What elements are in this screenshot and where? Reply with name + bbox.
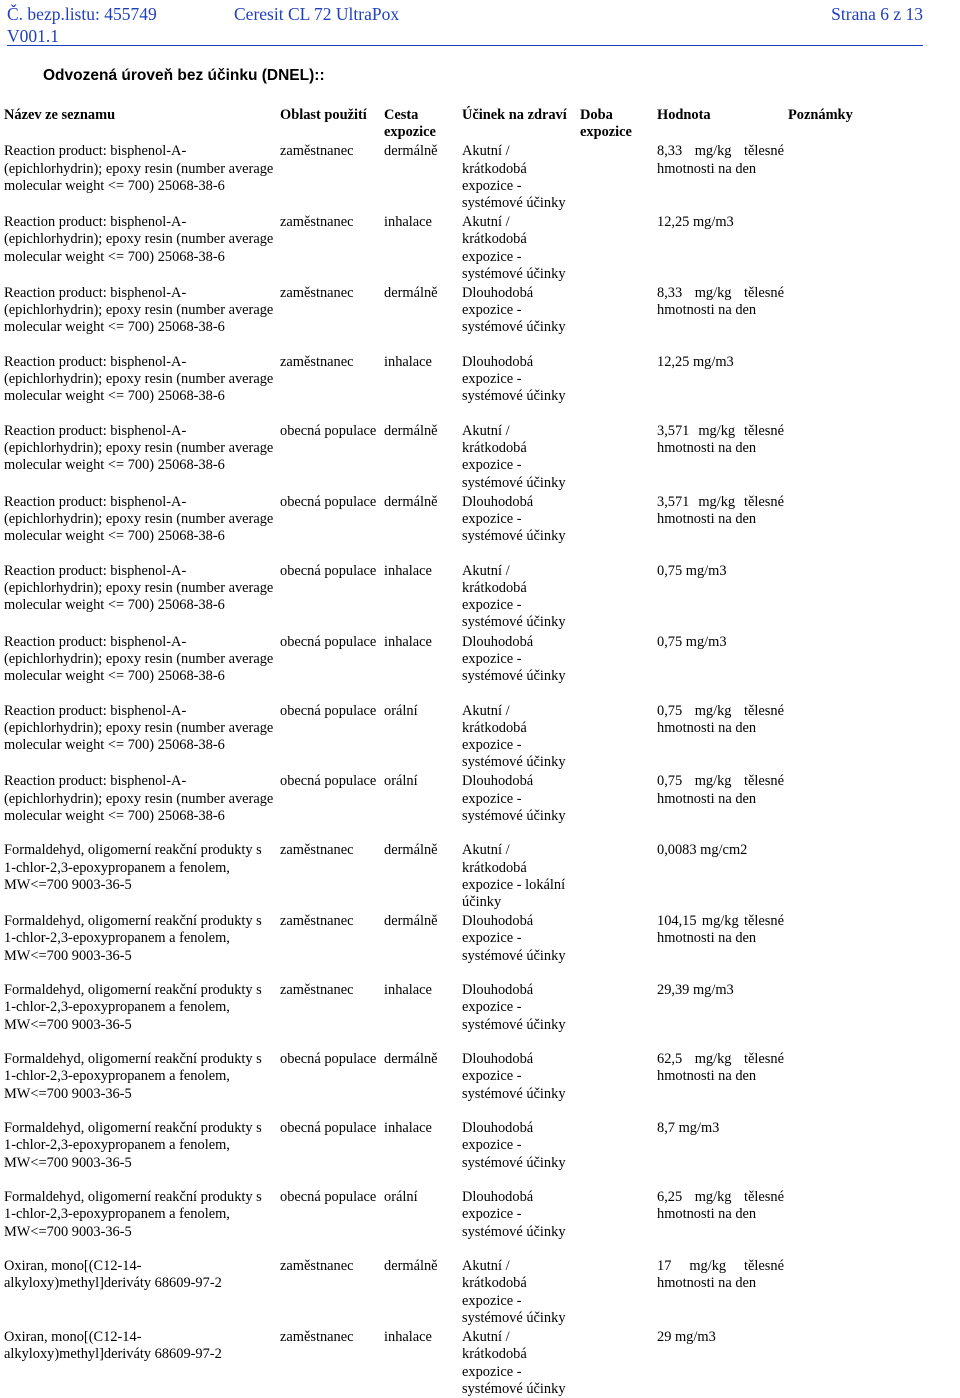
substance-name-cell: Reaction product: bisphenol-A-(epichlorhydrin); epoxy resin (number average molecular weight <= 700) 25068-38-6 xyxy=(4,423,274,474)
exposure-duration-cell xyxy=(576,701,653,772)
notes-cell xyxy=(784,980,958,1049)
notes-cell xyxy=(784,352,958,421)
table-row xyxy=(0,980,958,1049)
use-area-cell: zaměstnanec xyxy=(280,1329,354,1346)
exposure-route-cell: dermálně xyxy=(384,913,438,930)
exposure-duration-cell xyxy=(576,632,653,701)
health-effect-cell: Akutní / krátkodobá expozice - systémové účinky xyxy=(462,1329,566,1397)
version: V001.1 xyxy=(7,26,60,46)
use-area-cell: obecná populace xyxy=(280,1189,377,1206)
substance-name-cell: Oxiran, mono[(C12-14-alkyloxy)methyl]deriváty 68609-97-2 xyxy=(4,1329,222,1363)
exposure-duration-cell xyxy=(576,1049,653,1118)
exposure-duration-cell xyxy=(576,561,653,632)
notes-cell xyxy=(784,141,958,212)
dnel-value-cell: 0,75 mg/m3 xyxy=(657,633,727,650)
substance-name-cell: Formaldehyd, oligomerní reakční produkty s 1-chlor-2,3-epoxypropanem a fenolem, MW<=700 9003-36-5 xyxy=(4,1189,262,1240)
health-effect-cell: Akutní / krátkodobá expozice - systémové účinky xyxy=(462,702,566,771)
col-header-duration: Doba expozice xyxy=(580,107,632,141)
table-row xyxy=(0,632,958,701)
substance-name-cell: Reaction product: bisphenol-A-(epichlorhydrin); epoxy resin (number average molecular weight <= 700) 25068-38-6 xyxy=(4,354,274,405)
use-area-cell: zaměstnanec xyxy=(280,913,354,930)
page-header xyxy=(7,3,923,47)
exposure-duration-cell xyxy=(576,1327,653,1398)
exposure-duration-cell xyxy=(576,1187,653,1256)
page-number: Strana 6 z 13 xyxy=(831,4,923,24)
section-title: Odvozená úroveň bez účinku (DNEL):: xyxy=(43,67,325,84)
exposure-route-cell: orální xyxy=(384,773,418,790)
substance-name-cell: Formaldehyd, oligomerní reakční produkty s 1-chlor-2,3-epoxypropanem a fenolem, MW<=700 9003-36-5 xyxy=(4,1120,262,1171)
exposure-route-cell: inhalace xyxy=(384,214,432,231)
product-name: Ceresit CL 72 UltraPox xyxy=(234,4,400,24)
dnel-value-cell: 0,75 mg/kg tělesné hmotnosti na den xyxy=(657,702,784,736)
table-row xyxy=(0,1049,958,1118)
exposure-route-cell: dermálně xyxy=(384,143,438,160)
header-rule xyxy=(7,45,923,46)
use-area-cell: obecná populace xyxy=(280,773,377,790)
use-area-cell: obecná populace xyxy=(280,423,377,440)
substance-name-cell: Reaction product: bisphenol-A-(epichlorhydrin); epoxy resin (number average molecular weight <= 700) 25068-38-6 xyxy=(4,493,274,545)
dnel-value-cell: 29 mg/m3 xyxy=(657,1329,716,1346)
dnel-value-cell: 17 mg/kg tělesné hmotnosti na den xyxy=(657,1258,784,1292)
health-effect-cell: Akutní / krátkodobá expozice - systémové účinky xyxy=(462,143,566,212)
substance-name-cell: Formaldehyd, oligomerní reakční produkty s 1-chlor-2,3-epoxypropanem a fenolem, MW<=700 9003-36-5 xyxy=(4,913,262,964)
use-area-cell: zaměstnanec xyxy=(280,214,354,231)
table-row xyxy=(0,1327,958,1398)
notes-cell xyxy=(784,1118,958,1187)
notes-cell xyxy=(784,492,958,561)
exposure-duration-cell xyxy=(576,283,653,352)
use-area-cell: obecná populace xyxy=(280,562,377,579)
use-area-cell: zaměstnanec xyxy=(280,354,354,371)
table-row xyxy=(0,701,958,772)
dnel-value-cell: 62,5 mg/kg tělesné hmotnosti na den xyxy=(657,1051,784,1085)
exposure-duration-cell xyxy=(576,1256,653,1327)
health-effect-cell: Dlouhodobá expozice - systémové účinky xyxy=(462,773,566,824)
health-effect-cell: Dlouhodobá expozice - systémové účinky xyxy=(462,493,566,545)
table-row xyxy=(0,561,958,632)
table-row xyxy=(0,352,958,421)
dnel-value-cell: 8,33 mg/kg tělesné hmotnosti na den xyxy=(657,143,784,177)
doc-number: Č. bezp.listu: 455749 xyxy=(7,4,157,24)
col-header-effect: Účinek na zdraví xyxy=(462,107,567,123)
dnel-table xyxy=(0,105,958,1398)
health-effect-cell: Dlouhodobá expozice - systémové účinky xyxy=(462,285,566,336)
col-header-value: Hodnota xyxy=(657,107,711,123)
use-area-cell: obecná populace xyxy=(280,702,377,719)
exposure-route-cell: inhalace xyxy=(384,1329,432,1346)
health-effect-cell: Akutní / krátkodobá expozice - systémové účinky xyxy=(462,562,566,631)
table-row xyxy=(0,283,958,352)
use-area-cell: obecná populace xyxy=(280,1120,377,1137)
substance-name-cell: Oxiran, mono[(C12-14-alkyloxy)methyl]deriváty 68609-97-2 xyxy=(4,1258,222,1292)
table-row xyxy=(0,1118,958,1187)
table-row xyxy=(0,911,958,980)
dnel-value-cell: 6,25 mg/kg tělesné hmotnosti na den xyxy=(657,1189,784,1223)
notes-cell xyxy=(784,632,958,701)
substance-name-cell: Reaction product: bisphenol-A-(epichlorhydrin); epoxy resin (number average molecular weight <= 700) 25068-38-6 xyxy=(4,285,274,336)
table-body xyxy=(0,141,958,1398)
exposure-route-cell: inhalace xyxy=(384,1120,432,1137)
exposure-route-cell: dermálně xyxy=(384,423,438,440)
exposure-route-cell: dermálně xyxy=(384,842,438,859)
table-row xyxy=(0,1187,958,1256)
health-effect-cell: Akutní / krátkodobá expozice - systémové účinky xyxy=(462,1258,566,1326)
col-header-area: Oblast použití xyxy=(280,107,367,123)
exposure-route-cell: dermálně xyxy=(384,493,438,510)
dnel-value-cell: 0,75 mg/m3 xyxy=(657,562,727,579)
notes-cell xyxy=(784,701,958,772)
dnel-value-cell: 104,15 mg/kg tělesné hmotnosti na den xyxy=(657,913,784,947)
notes-cell xyxy=(784,840,958,911)
exposure-route-cell: orální xyxy=(384,702,418,719)
substance-name-cell: Reaction product: bisphenol-A-(epichlorhydrin); epoxy resin (number average molecular weight <= 700) 25068-38-6 xyxy=(4,773,274,824)
exposure-route-cell: dermálně xyxy=(384,285,438,302)
health-effect-cell: Dlouhodobá expozice - systémové účinky xyxy=(462,354,566,405)
dnel-value-cell: 8,7 mg/m3 xyxy=(657,1120,720,1137)
dnel-value-cell: 3,571 mg/kg tělesné hmotnosti na den xyxy=(657,423,784,457)
exposure-duration-cell xyxy=(576,980,653,1049)
table-row xyxy=(0,212,958,283)
notes-cell xyxy=(784,212,958,283)
table-row xyxy=(0,771,958,840)
health-effect-cell: Dlouhodobá expozice - systémové účinky xyxy=(462,1189,566,1240)
dnel-value-cell: 12,25 mg/m3 xyxy=(657,354,734,371)
col-header-route: Cesta expozice xyxy=(384,107,436,141)
dnel-value-cell: 0,0083 mg/cm2 xyxy=(657,842,748,859)
use-area-cell: obecná populace xyxy=(280,633,377,650)
notes-cell xyxy=(784,561,958,632)
table-row xyxy=(0,492,958,561)
exposure-duration-cell xyxy=(576,212,653,283)
dnel-value-cell: 3,571 mg/kg tělesné hmotnosti na den xyxy=(657,493,784,528)
notes-cell xyxy=(784,1049,958,1118)
substance-name-cell: Reaction product: bisphenol-A-(epichlorhydrin); epoxy resin (number average molecular weight <= 700) 25068-38-6 xyxy=(4,633,274,685)
exposure-duration-cell xyxy=(576,771,653,840)
dnel-value-cell: 8,33 mg/kg tělesné hmotnosti na den xyxy=(657,285,784,319)
exposure-route-cell: inhalace xyxy=(384,633,432,650)
table-row xyxy=(0,840,958,911)
health-effect-cell: Dlouhodobá expozice - systémové účinky xyxy=(462,913,566,964)
use-area-cell: obecná populace xyxy=(280,1051,377,1068)
table-row xyxy=(0,141,958,212)
health-effect-cell: Dlouhodobá expozice - systémové účinky xyxy=(462,633,566,685)
notes-cell xyxy=(784,1256,958,1327)
exposure-route-cell: inhalace xyxy=(384,354,432,371)
notes-cell xyxy=(784,1187,958,1256)
substance-name-cell: Formaldehyd, oligomerní reakční produkty s 1-chlor-2,3-epoxypropanem a fenolem, MW<=700 9003-36-5 xyxy=(4,842,262,893)
notes-cell xyxy=(784,1327,958,1398)
exposure-duration-cell xyxy=(576,141,653,212)
exposure-route-cell: dermálně xyxy=(384,1258,438,1275)
table-header-row xyxy=(0,105,958,141)
exposure-route-cell: inhalace xyxy=(384,982,432,999)
health-effect-cell: Akutní / krátkodobá expozice - systémové účinky xyxy=(462,423,566,491)
dnel-value-cell: 29,39 mg/m3 xyxy=(657,982,734,999)
substance-name-cell: Formaldehyd, oligomerní reakční produkty s 1-chlor-2,3-epoxypropanem a fenolem, MW<=700 9003-36-5 xyxy=(4,982,262,1033)
substance-name-cell: Reaction product: bisphenol-A-(epichlorhydrin); epoxy resin (number average molecular weight <= 700) 25068-38-6 xyxy=(4,214,274,265)
health-effect-cell: Dlouhodobá expozice - systémové účinky xyxy=(462,1120,566,1171)
notes-cell xyxy=(784,421,958,492)
exposure-route-cell: orální xyxy=(384,1189,418,1206)
exposure-duration-cell xyxy=(576,840,653,911)
notes-cell xyxy=(784,911,958,980)
substance-name-cell: Reaction product: bisphenol-A-(epichlorhydrin); epoxy resin (number average molecular weight <= 700) 25068-38-6 xyxy=(4,702,274,754)
col-header-name: Název ze seznamu xyxy=(4,107,116,123)
use-area-cell: zaměstnanec xyxy=(280,982,354,999)
health-effect-cell: Akutní / krátkodobá expozice - systémové účinky xyxy=(462,214,566,282)
exposure-route-cell: inhalace xyxy=(384,562,432,579)
dnel-value-cell: 12,25 mg/m3 xyxy=(657,214,734,231)
health-effect-cell: Dlouhodobá expozice - systémové účinky xyxy=(462,1051,566,1102)
use-area-cell: zaměstnanec xyxy=(280,1258,354,1275)
health-effect-cell: Dlouhodobá expozice - systémové účinky xyxy=(462,982,566,1033)
exposure-duration-cell xyxy=(576,1118,653,1187)
exposure-duration-cell xyxy=(576,492,653,561)
health-effect-cell: Akutní / krátkodobá expozice - lokální účinky xyxy=(462,842,566,911)
use-area-cell: zaměstnanec xyxy=(280,143,354,160)
dnel-value-cell: 0,75 mg/kg tělesné hmotnosti na den xyxy=(657,773,784,807)
use-area-cell: zaměstnanec xyxy=(280,285,354,302)
notes-cell xyxy=(784,283,958,352)
exposure-route-cell: dermálně xyxy=(384,1051,438,1068)
substance-name-cell: Reaction product: bisphenol-A-(epichlorhydrin); epoxy resin (number average molecular weight <= 700) 25068-38-6 xyxy=(4,143,274,194)
table-row xyxy=(0,421,958,492)
exposure-duration-cell xyxy=(576,352,653,421)
col-header-notes: Poznámky xyxy=(788,107,853,123)
substance-name-cell: Formaldehyd, oligomerní reakční produkty s 1-chlor-2,3-epoxypropanem a fenolem, MW<=700 9003-36-5 xyxy=(4,1051,262,1102)
use-area-cell: obecná populace xyxy=(280,493,377,510)
exposure-duration-cell xyxy=(576,421,653,492)
table-row xyxy=(0,1256,958,1327)
substance-name-cell: Reaction product: bisphenol-A-(epichlorhydrin); epoxy resin (number average molecular weight <= 700) 25068-38-6 xyxy=(4,562,274,614)
use-area-cell: zaměstnanec xyxy=(280,842,354,859)
exposure-duration-cell xyxy=(576,911,653,980)
notes-cell xyxy=(784,771,958,840)
